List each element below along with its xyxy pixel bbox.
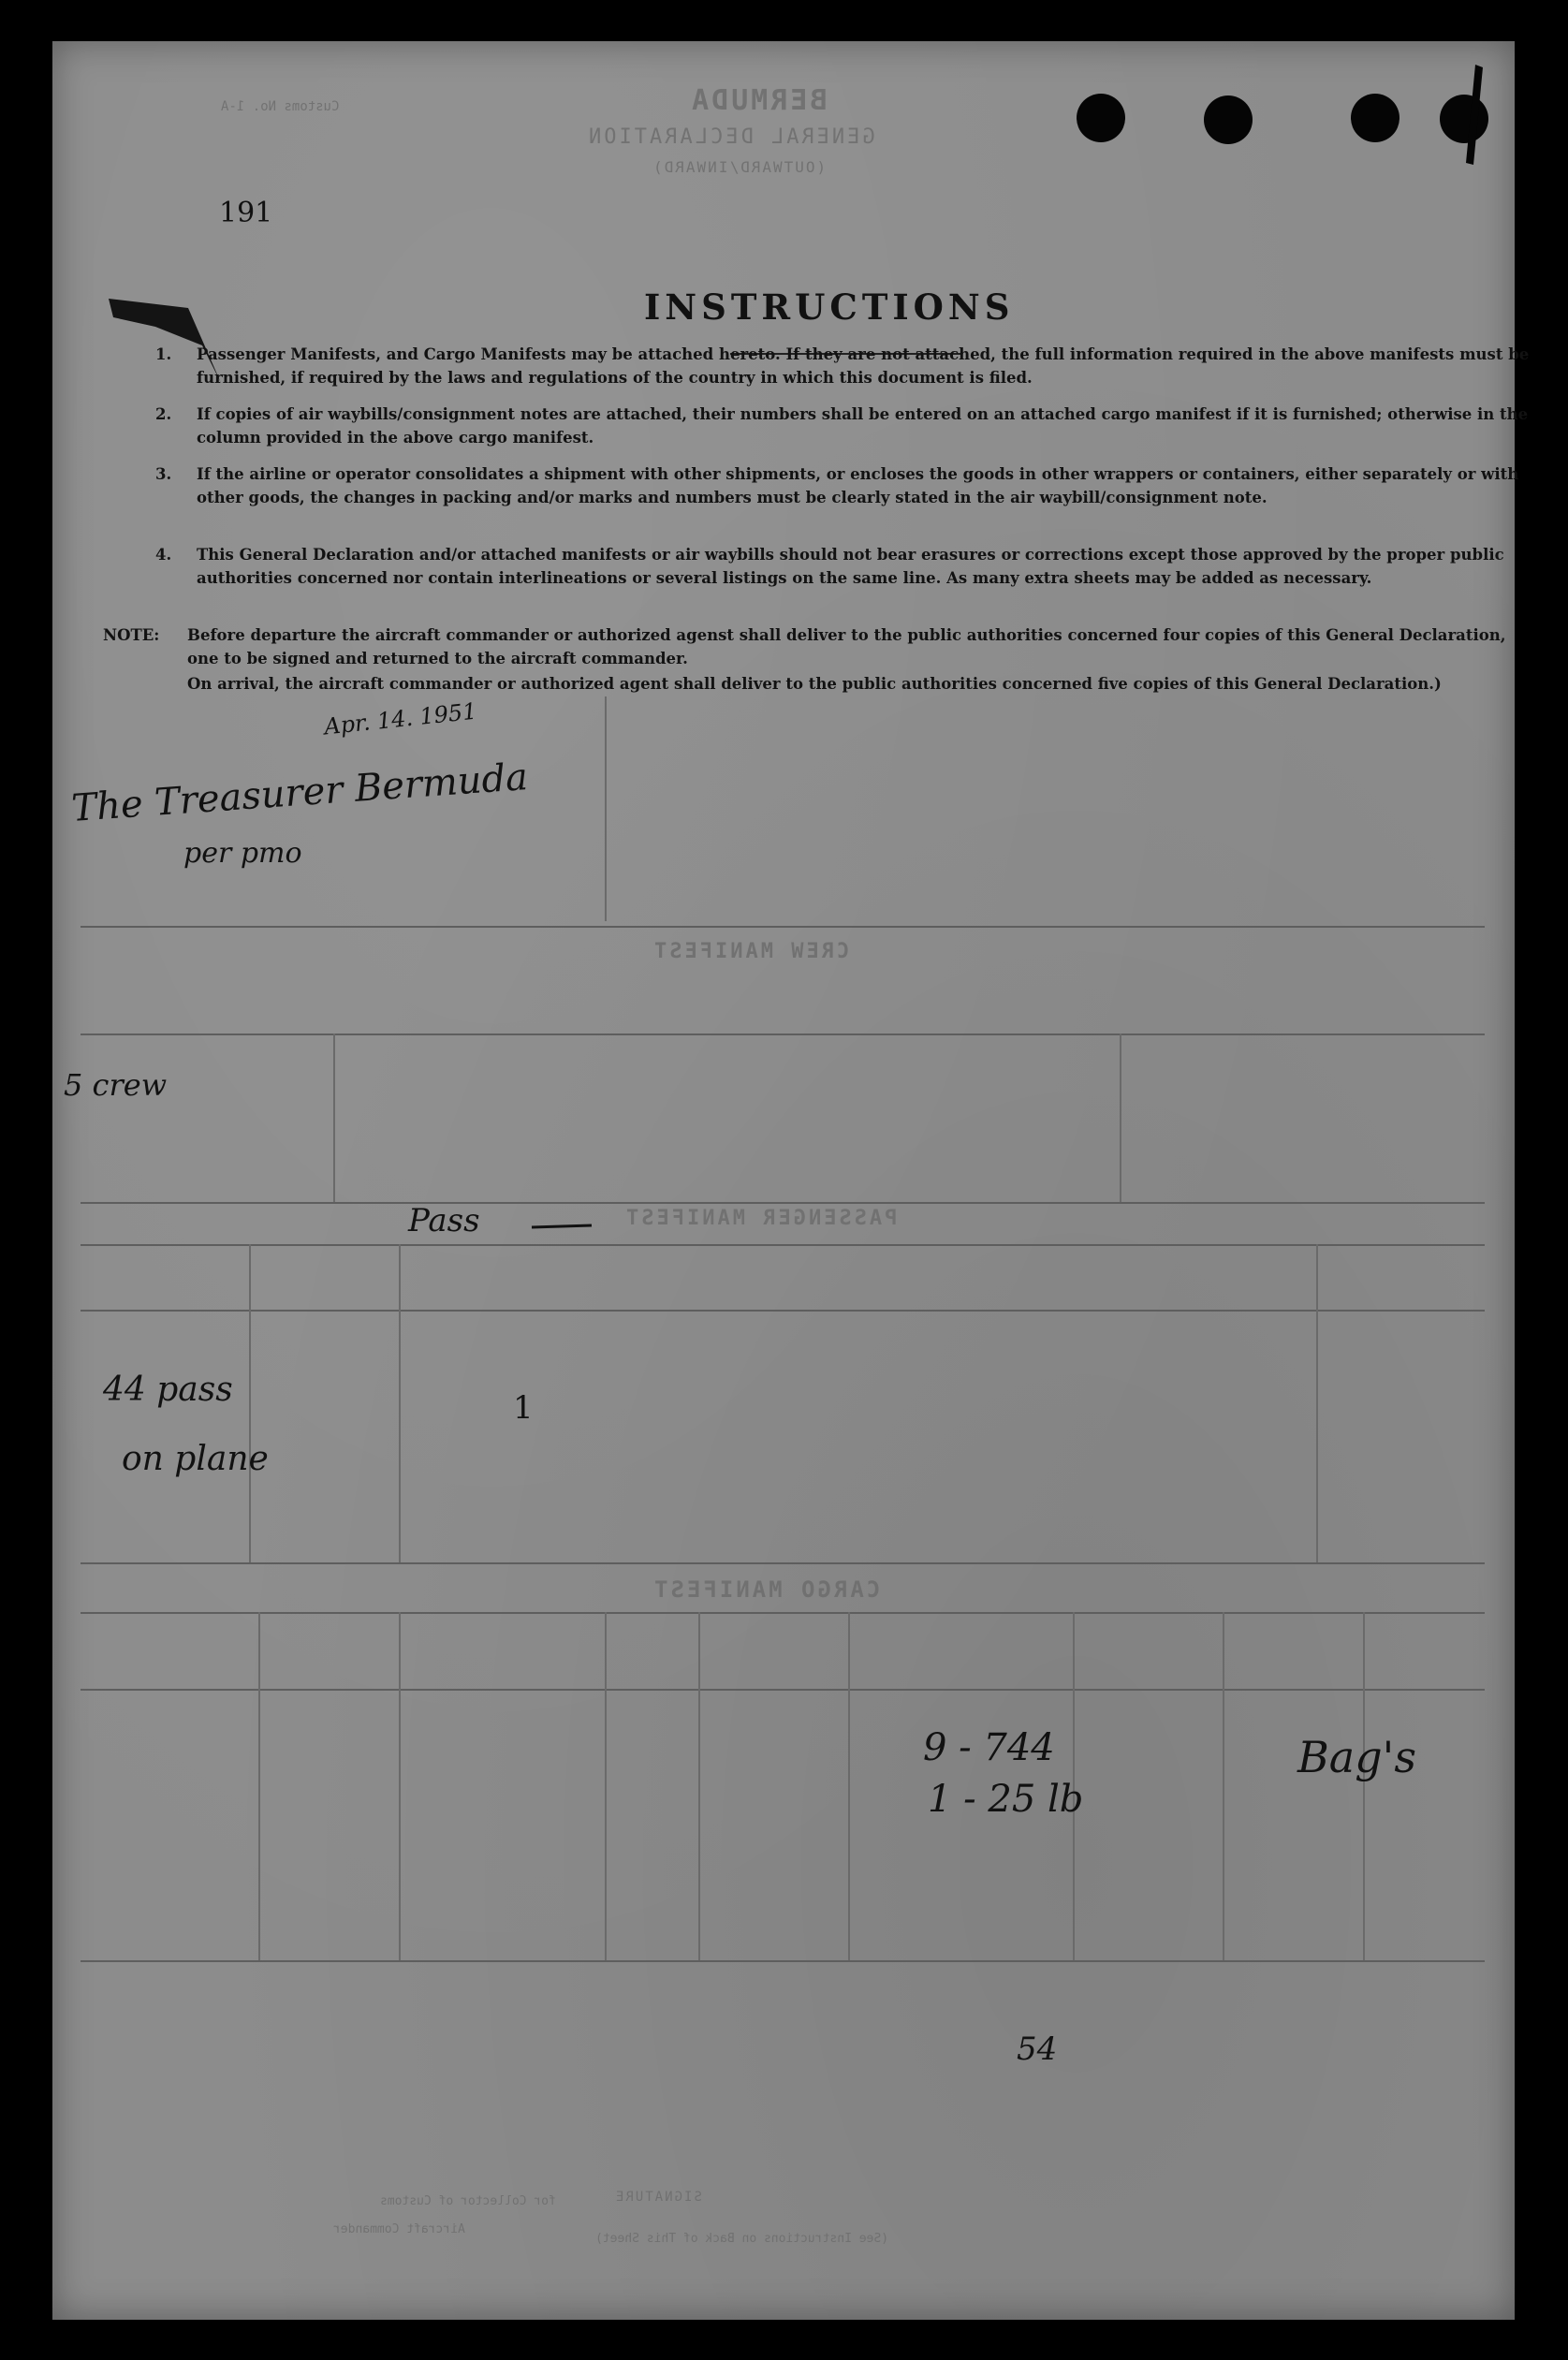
- ghost-see-instructions: (See Instructions on Back of This Sheet): [595, 2232, 889, 2246]
- ghost-passenger-manifest: PASSENGER MANIFEST: [623, 1207, 898, 1230]
- ghost-header-bermuda: BERMUDA: [689, 84, 828, 117]
- instruction-item-1: [155, 343, 1541, 389]
- ghost-cargo-manifest: CARGO MANIFEST: [652, 1576, 881, 1603]
- ghost-rule: [81, 1202, 1485, 1204]
- note-text-departure: Before departure the aircraft commander or authorized agenst shall deliver to the public authorities concerned four copies of this General Declaration, one to be signed and returned to the aircraft commander.: [187, 626, 1506, 667]
- instruction-number: 1.: [155, 345, 172, 363]
- punch-hole-1: [1077, 94, 1125, 142]
- ghost-rule: [81, 1033, 1485, 1035]
- ghost-column: [1223, 1612, 1224, 1960]
- ghost-column: [1363, 1612, 1365, 1960]
- instruction-text: If the airline or operator consolidates a shipment with other shipments, or encloses the goods in other wrappers or containers, either separately or with other goods, the changes in packing and/or marks and numbers must be clearly stated in the air waybill/consignment note.: [197, 465, 1519, 506]
- note-block: [103, 623, 1535, 696]
- ghost-column: [249, 1244, 251, 1562]
- ghost-signature: SIGNATURE: [614, 2190, 702, 2205]
- ghost-rule: [81, 1244, 1485, 1246]
- ghost-rule: [81, 926, 1485, 928]
- instruction-number: 4.: [155, 546, 172, 564]
- handwritten-tick: 1: [513, 1389, 534, 1427]
- ghost-column: [848, 1612, 850, 1960]
- ghost-column: [399, 1244, 401, 1562]
- ghost-crew-manifest: CREW MANIFEST: [652, 940, 850, 963]
- handwritten-passenger-note: Pass: [408, 1202, 480, 1239]
- punch-hole-3: [1351, 94, 1399, 142]
- handwritten-passenger-location: on plane: [122, 1440, 269, 1478]
- ghost-column: [333, 1033, 335, 1202]
- instruction-item-3: [155, 462, 1541, 509]
- ghost-column: [605, 696, 607, 921]
- ghost-column: [399, 1612, 401, 1960]
- handwritten-dash: [530, 1223, 595, 1232]
- instruction-number: 3.: [155, 465, 172, 483]
- handwritten-signature-agent: per pmo: [183, 837, 302, 870]
- ghost-rule: [81, 1310, 1485, 1312]
- page-title: INSTRUCTIONS: [644, 286, 1015, 328]
- handwritten-bracket-count: 54: [1017, 2030, 1058, 2068]
- handwritten-crew-note: 5 crew: [64, 1067, 168, 1103]
- note-text-arrival: On arrival, the aircraft commander or authorized agent shall deliver to the public authorities concerned five copies of this General Declaration.): [187, 675, 1442, 693]
- ghost-column: [258, 1612, 260, 1960]
- corner-mark: [1438, 60, 1494, 172]
- instruction-text: If copies of air waybills/consignment notes are attached, their numbers shall be entered on an attached cargo manifest if it is furnished; otherwise in the column provided in the above cargo manifest.: [197, 405, 1529, 447]
- ghost-customs-no: Customs No. 1-A: [221, 99, 340, 114]
- handwritten-passenger-count: 44 pass: [103, 1371, 233, 1409]
- ghost-column: [1316, 1244, 1318, 1562]
- handwritten-date: Apr. 14. 1951: [322, 697, 478, 740]
- ghost-aircraft-commander: Aircraft Commander: [333, 2222, 465, 2236]
- handwritten-cargo-line-1: 9 - 744: [923, 1726, 1055, 1769]
- instruction-text: Passenger Manifests, and Cargo Manifests may be attached hereto. If they are not attached, the full information required in the above manifests must be furnished, if required by the laws and regulations of the country in which this document is filed.: [197, 345, 1530, 387]
- ghost-rule: [81, 1562, 1485, 1564]
- handwritten-signature: The Treasurer Bermuda: [69, 755, 530, 830]
- ghost-rule: [81, 1960, 1485, 1962]
- note-label: NOTE:: [103, 626, 160, 644]
- handwritten-cargo-marks: Bag's: [1297, 1732, 1416, 1782]
- form-sheet: [52, 41, 1530, 2320]
- ghost-header-outward: (OUTWARD/INWARD): [652, 158, 827, 176]
- punch-hole-2: [1204, 95, 1253, 144]
- ghost-rule: [81, 1689, 1485, 1691]
- handwritten-cargo-line-2: 1 - 25 lb: [928, 1778, 1084, 1821]
- instruction-item-2: [155, 403, 1541, 449]
- instruction-number: 2.: [155, 405, 172, 423]
- ghost-rule: [81, 1612, 1485, 1614]
- ghost-column: [605, 1612, 607, 1960]
- ghost-header-declaration: GENERAL DECLARATION: [586, 125, 875, 149]
- ghost-column: [698, 1612, 700, 1960]
- ghost-column: [1120, 1033, 1121, 1202]
- handwritten-page-number: 191: [219, 197, 273, 229]
- instruction-item-4: [155, 543, 1541, 590]
- instruction-text: This General Declaration and/or attached manifests or air waybills should not bear erasures or corrections except those approved by the proper public authorities concerned nor contain interlineations or several listings on the same line. As many extra sheets may be added as necessary.: [197, 546, 1504, 587]
- ghost-collector: for Collector of Customs: [380, 2194, 556, 2208]
